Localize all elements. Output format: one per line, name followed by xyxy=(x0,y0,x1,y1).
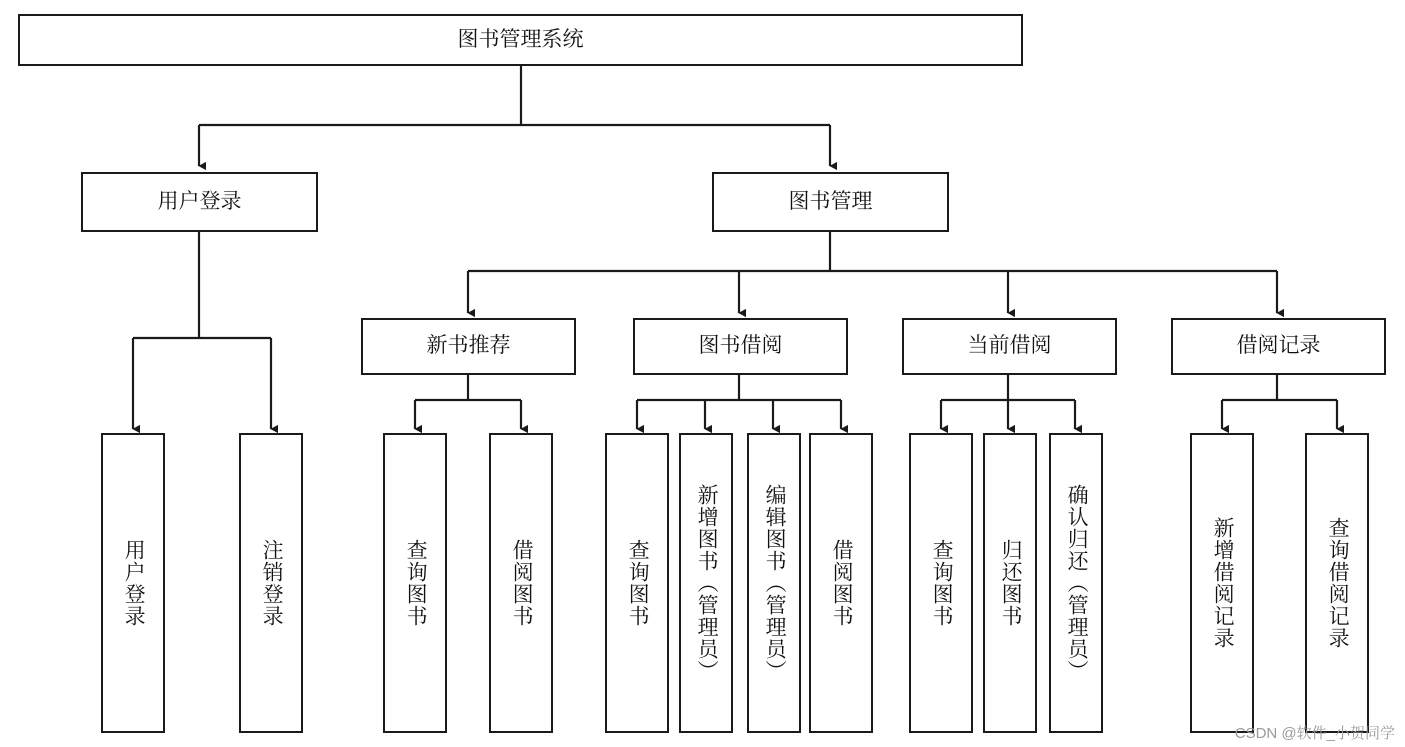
leaf-borrow-book-2[interactable] xyxy=(809,433,873,733)
node-book-borrow-label: 图书借阅 xyxy=(698,334,783,358)
leaf-user-login[interactable] xyxy=(101,433,165,733)
node-book-manage-label: 图书管理 xyxy=(788,189,873,213)
node-new-book-recommend[interactable] xyxy=(361,318,576,375)
leaf-query-book-3-label: 查询图书 xyxy=(930,539,954,627)
leaf-query-record-label: 查询借阅记录 xyxy=(1326,517,1350,649)
leaf-return-book[interactable] xyxy=(983,433,1037,733)
leaf-query-book-2-label: 查询图书 xyxy=(626,539,650,627)
leaf-add-record-label: 新增借阅记录 xyxy=(1211,517,1235,649)
leaf-add-record[interactable] xyxy=(1190,433,1254,733)
leaf-confirm-return[interactable] xyxy=(1049,433,1103,733)
node-root-label: 图书管理系统 xyxy=(457,27,584,51)
node-book-borrow[interactable] xyxy=(633,318,848,375)
leaf-add-book-label: 新增图书（管理员） xyxy=(695,484,719,682)
leaf-query-book-2[interactable] xyxy=(605,433,669,733)
node-current-borrow-label: 当前借阅 xyxy=(967,334,1052,358)
leaf-borrow-book-1-label: 借阅图书 xyxy=(510,539,534,627)
node-new-book-recommend-label: 新书推荐 xyxy=(426,334,511,358)
node-user-login-label: 用户登录 xyxy=(157,189,242,213)
leaf-query-book-3[interactable] xyxy=(909,433,973,733)
leaf-edit-book-label: 编辑图书（管理员） xyxy=(763,484,787,682)
leaf-borrow-book-2-label: 借阅图书 xyxy=(830,539,854,627)
node-user-login[interactable] xyxy=(81,172,318,232)
node-borrow-record-label: 借阅记录 xyxy=(1236,334,1321,358)
leaf-return-book-label: 归还图书 xyxy=(999,539,1023,627)
node-book-manage[interactable] xyxy=(712,172,949,232)
leaf-confirm-return-label: 确认归还（管理员） xyxy=(1065,484,1089,682)
node-root[interactable] xyxy=(18,14,1023,66)
leaf-query-book-1-label: 查询图书 xyxy=(404,539,428,627)
leaf-borrow-book-1[interactable] xyxy=(489,433,553,733)
leaf-query-book-1[interactable] xyxy=(383,433,447,733)
leaf-user-login-label: 用户登录 xyxy=(122,539,146,627)
leaf-edit-book[interactable] xyxy=(747,433,801,733)
leaf-add-book[interactable] xyxy=(679,433,733,733)
leaf-logout[interactable] xyxy=(239,433,303,733)
leaf-query-record[interactable] xyxy=(1305,433,1369,733)
node-borrow-record[interactable] xyxy=(1171,318,1386,375)
leaf-logout-label: 注销登录 xyxy=(260,539,284,627)
watermark: CSDN @软件_小贺同学 xyxy=(1234,725,1395,742)
node-current-borrow[interactable] xyxy=(902,318,1117,375)
